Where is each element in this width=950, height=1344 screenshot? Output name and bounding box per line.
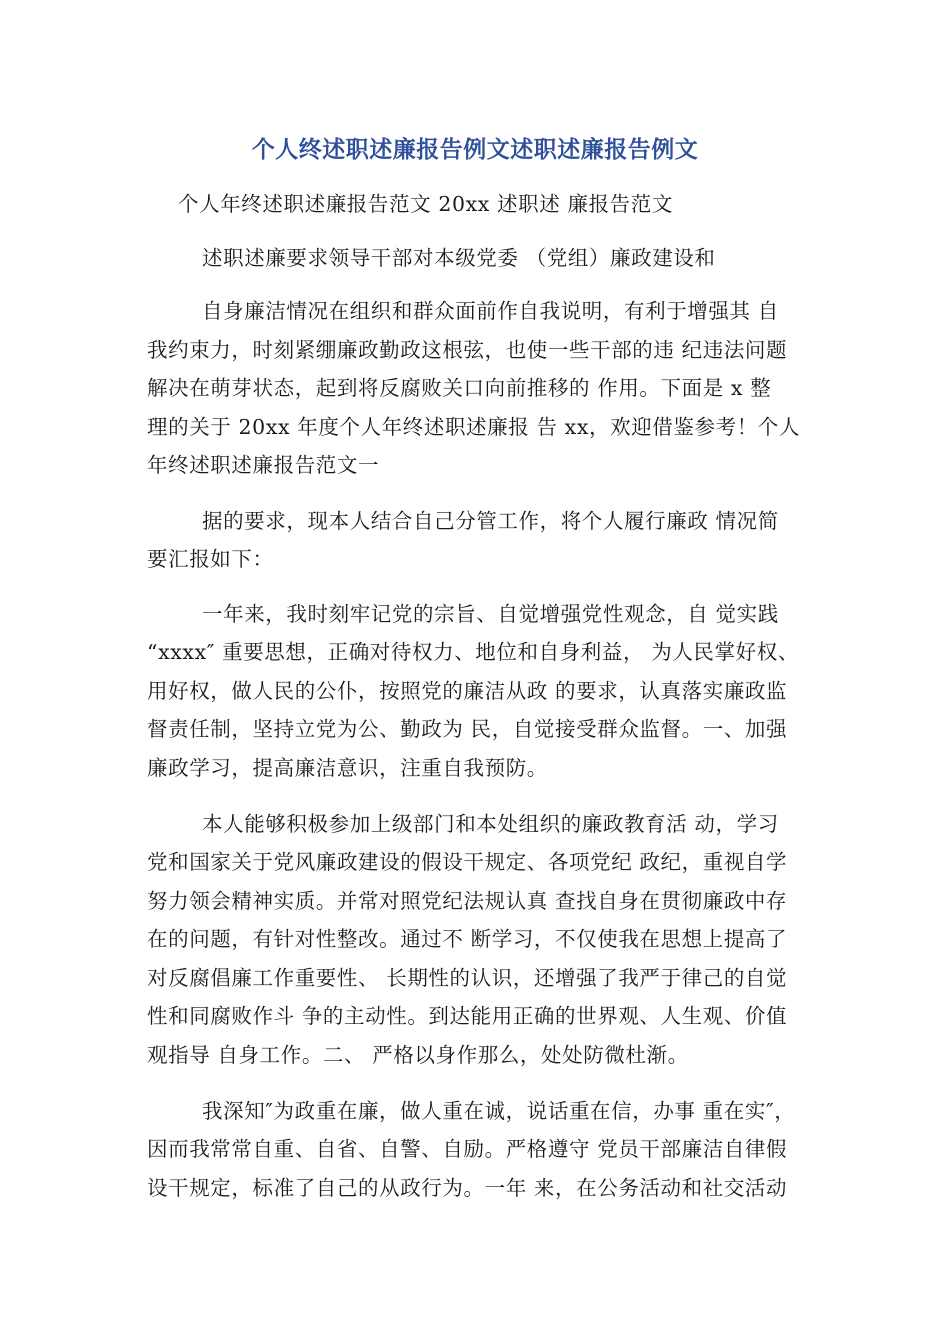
paragraph-1-line-1: 述职述廉要求领导干部对本级党委 （党组）廉政建设和 (202, 246, 716, 270)
paragraph-5-line-2: 党和国家关于党风廉政建设的假设干规定、各项党纪 政纪，重视自学 (147, 850, 788, 874)
paragraph-4-line-4: 督责任制，坚持立党为公、勤政为 民，自觉接受群众监督。一、加强 (147, 717, 788, 741)
document-title: 个人终述职述廉报告例文述职述廉报告例文 (251, 137, 699, 163)
paragraph-6-line-3: 设干规定，标准了自己的从政行为。一年 来，在公务活动和社交活动 (147, 1176, 788, 1200)
paragraph-4-line-3: 用好权，做人民的公仆，按照党的廉洁从政 的要求，认真落实廉政监 (147, 679, 788, 703)
paragraph-5-line-5: 对反腐倡廉工作重要性、 长期性的认识，还增强了我严于律己的自觉 (147, 966, 788, 990)
paragraph-6-line-2: 因而我常常自重、自省、自警、自励。严格遵守 党员干部廉洁自律假 (147, 1137, 788, 1161)
paragraph-3-line-2: 要汇报如下： (147, 547, 274, 571)
paragraph-4-line-5: 廉政学习，提高廉洁意识，注重自我预防。 (147, 756, 548, 780)
document-subtitle: 个人年终述职述廉报告范文 20xx 述职述 廉报告范文 (178, 192, 673, 216)
paragraph-2-line-3: 解决在萌芽状态，起到将反腐败关口向前推移的 作用。下面是 x 整 (147, 376, 772, 400)
paragraph-5-line-3: 努力领会精神实质。并常对照党纪法规认真 查找自身在贯彻廉政中存 (147, 889, 788, 913)
paragraph-5-line-1: 本人能够积极参加上级部门和本处组织的廉政教育活 动，学习 (202, 812, 779, 836)
paragraph-2-line-1: 自身廉洁情况在组织和群众面前作自我说明，有利于增强其 自 (202, 299, 779, 323)
paragraph-4-line-2: “xxxx″ 重要思想，正确对待权力、地位和自身利益， 为人民掌好权、 (147, 640, 799, 664)
paragraph-5-line-7: 观指导 自身工作。二、 严格以身作那么，处处防微杜渐。 (147, 1043, 689, 1067)
paragraph-2-line-5: 年终述职述廉报告范文一 (147, 453, 380, 477)
paragraph-5-line-4: 在的问题，有针对性整改。通过不 断学习，不仅使我在思想上提高了 (147, 927, 788, 951)
paragraph-6-line-1: 我深知″为政重在廉，做人重在诚，说话重在信，办事 重在实″， (202, 1099, 796, 1123)
paragraph-5-line-6: 性和同腐败作斗 争的主动性。到达能用正确的世界观、人生观、价值 (147, 1004, 788, 1028)
paragraph-2-line-4: 理的关于 20xx 年度个人年终述职述廉报 告 xx，欢迎借鉴参考！个人 (147, 415, 800, 439)
paragraph-3-line-1: 据的要求，现本人结合自己分管工作，将个人履行廉政 情况简 (202, 509, 779, 533)
paragraph-2-line-2: 我约束力，时刻紧绷廉政勤政这根弦，也使一些干部的违 纪违法问题 (147, 338, 788, 362)
paragraph-4-line-1: 一年来，我时刻牢记党的宗旨、自觉增强党性观念，自 觉实践 (202, 602, 779, 626)
